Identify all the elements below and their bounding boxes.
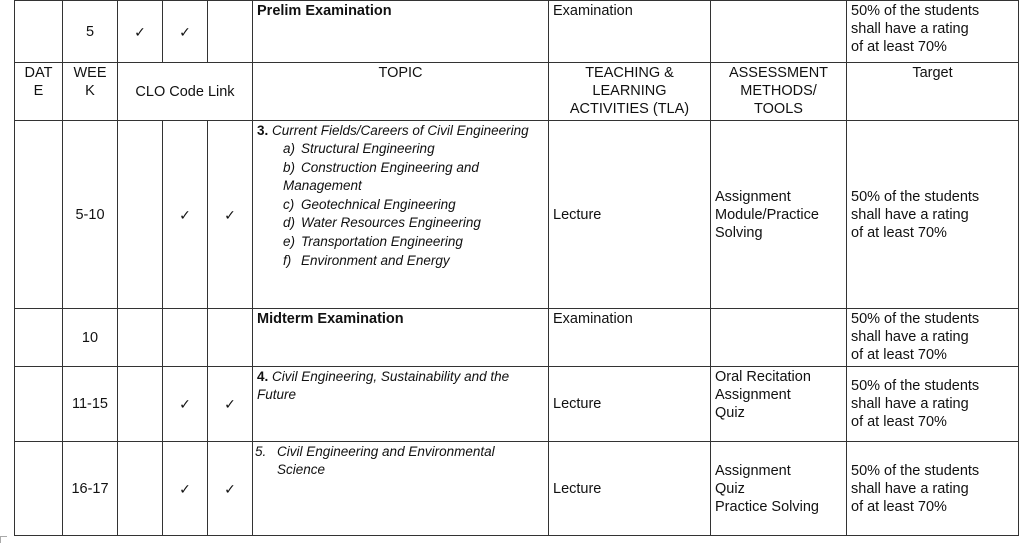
subtopic-letter: d): [283, 215, 296, 231]
assessment-cell: [711, 367, 847, 442]
header-assessment: [711, 63, 847, 121]
clo-check: ✓: [208, 121, 253, 309]
header-topic: TOPIC: [253, 63, 549, 121]
clo-check: ✓: [163, 1, 208, 63]
assessment-line: Assignment: [715, 387, 791, 403]
clo-cell: [118, 309, 163, 367]
tla-cell: Lecture: [549, 121, 711, 309]
table-row-midterm: [15, 309, 1019, 367]
clo-check: ✓: [208, 442, 253, 536]
topic-number: 3.: [257, 123, 269, 138]
target-line: 50% of the students: [851, 462, 980, 479]
date-cell: [15, 442, 63, 536]
table-row-topic5: [15, 442, 1019, 536]
subtopic-item: [257, 233, 544, 252]
target-cell: [847, 442, 1019, 536]
week-cell: 5: [63, 1, 118, 63]
target-line: of at least 70%: [851, 414, 947, 430]
topic-cell: Prelim Examination: [253, 1, 549, 63]
page-corner-mark: [0, 536, 7, 543]
table-row-topic3: [15, 121, 1019, 309]
clo-cell: [208, 309, 253, 367]
date-cell: [15, 367, 63, 442]
topic-number: 4.: [257, 369, 269, 384]
assessment-cell: [711, 1, 847, 63]
target-line: 50% of the students: [851, 378, 980, 394]
header-clo: CLO Code Link: [118, 63, 253, 121]
tla-cell: Examination: [549, 309, 711, 367]
clo-check: ✓: [163, 442, 208, 536]
subtopic-text: Structural Engineering: [301, 141, 435, 156]
topic-cell: Midterm Examination: [253, 309, 549, 367]
topic-number: 5.: [255, 444, 267, 459]
header-date-line: E: [33, 83, 44, 99]
clo-check: ✓: [163, 367, 208, 442]
subtopic-letter: a): [283, 141, 296, 156]
header-tla-line: ACTIVITIES (TLA): [569, 101, 690, 117]
week-cell: 10: [63, 309, 118, 367]
assessment-line: Practice Solving: [715, 498, 819, 515]
subtopic-item: [257, 196, 544, 215]
assessment-line: Solving: [715, 224, 763, 241]
table-header-row: [15, 63, 1019, 121]
target-line: shall have a rating: [851, 480, 969, 497]
subtopic-text: Geotechnical Engineering: [301, 196, 456, 212]
target-line: shall have a rating: [851, 21, 969, 37]
subtopic-text: Environment and Energy: [301, 252, 450, 268]
header-assessment-line: TOOLS: [754, 101, 803, 117]
assessment-cell: [711, 121, 847, 309]
target-cell: [847, 367, 1019, 442]
date-cell: [15, 309, 63, 367]
target-line: of at least 70%: [851, 224, 947, 241]
clo-check: ✓: [163, 121, 208, 309]
subtopic-letter: c): [283, 196, 295, 212]
subtopic-text: Water Resources Engineering: [301, 215, 481, 231]
topic-cell: [253, 121, 549, 309]
header-assessment-line: ASSESSMENT: [728, 65, 829, 81]
target-line: of at least 70%: [851, 39, 947, 55]
assessment-line: Module/Practice: [715, 206, 819, 223]
subtopic-item: [257, 140, 544, 159]
tla-cell: Examination: [549, 1, 711, 63]
subtopic-item: [257, 252, 544, 271]
target-line: 50% of the students: [851, 3, 980, 19]
header-date-line: DAT: [24, 65, 53, 81]
topic-title-continued: Science: [277, 462, 326, 477]
subtopic-letter: f): [283, 252, 292, 268]
topic-title: [257, 368, 544, 404]
topic-title-text: Civil Engineering and Environmental: [277, 444, 495, 459]
target-line: 50% of the students: [851, 188, 980, 205]
assessment-line: Quiz: [715, 405, 745, 421]
clo-cell: [118, 367, 163, 442]
assessment-line: Assignment: [715, 188, 791, 205]
assessment-cell: [711, 309, 847, 367]
target-line: 50% of the students: [851, 311, 980, 327]
subtopic-letter: e): [283, 233, 296, 249]
assessment-line: Assignment: [715, 462, 791, 479]
target-line: shall have a rating: [851, 206, 969, 223]
week-cell: 16-17: [63, 442, 118, 536]
subtopic-item: [257, 159, 544, 196]
header-tla-line: LEARNING: [592, 83, 667, 99]
clo-cell: [118, 442, 163, 536]
clo-check: ✓: [118, 1, 163, 63]
topic-title-text: Civil Engineering, Sustainability and the Future: [257, 369, 510, 402]
subtopic-item: [257, 214, 544, 233]
header-target: Target: [847, 63, 1019, 121]
header-assessment-line: METHODS/: [740, 83, 817, 99]
date-cell: [15, 1, 63, 63]
target-cell: [847, 121, 1019, 309]
header-tla-line: TEACHING &: [585, 65, 674, 81]
target-cell: [847, 1, 1019, 63]
header-week: [63, 63, 118, 121]
week-cell: 5-10: [63, 121, 118, 309]
subtopic-text: Construction Engineering and Management: [283, 159, 479, 194]
clo-check: ✓: [208, 367, 253, 442]
subtopic-text: Transportation Engineering: [301, 233, 463, 249]
header-date: [15, 63, 63, 121]
clo-cell: [208, 1, 253, 63]
topic-cell: [253, 442, 549, 536]
tla-cell: Lecture: [549, 442, 711, 536]
assessment-line: Oral Recitation: [715, 369, 811, 385]
target-line: of at least 70%: [851, 498, 947, 515]
clo-cell: [118, 121, 163, 309]
header-tla: [549, 63, 711, 121]
assessment-line: Quiz: [715, 480, 745, 497]
table-row-topic4: [15, 367, 1019, 442]
assessment-cell: [711, 442, 847, 536]
topic-title-text: Current Fields/Careers of Civil Engineering: [272, 123, 529, 138]
target-line: of at least 70%: [851, 347, 947, 363]
target-line: shall have a rating: [851, 329, 969, 345]
topic-title: [257, 122, 544, 140]
table-row-prelim: [15, 1, 1019, 63]
tla-cell: Lecture: [549, 367, 711, 442]
header-week-line: K: [85, 83, 95, 99]
date-cell: [15, 121, 63, 309]
syllabus-table: [14, 0, 1019, 536]
target-cell: [847, 309, 1019, 367]
clo-cell: [163, 309, 208, 367]
topic-cell: [253, 367, 549, 442]
target-line: shall have a rating: [851, 396, 969, 412]
subtopic-letter: b): [283, 159, 296, 175]
week-cell: 11-15: [63, 367, 118, 442]
header-week-line: WEE: [73, 65, 107, 81]
topic-title: [255, 443, 544, 461]
